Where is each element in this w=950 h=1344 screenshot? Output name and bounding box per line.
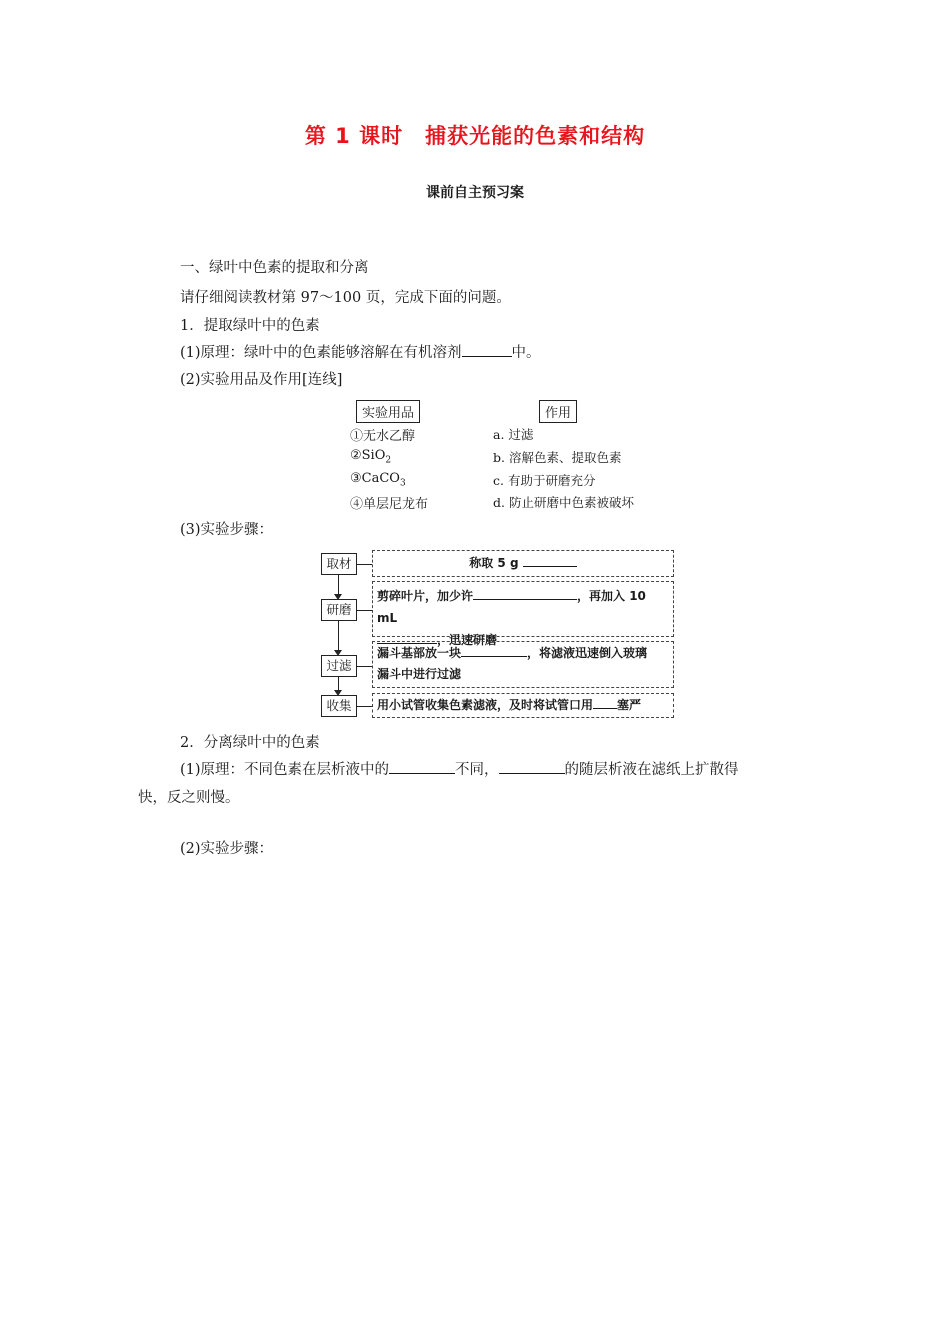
separation-principle: (1)原理：不同色素在层析液中的 不同， 的随层析液在滤纸上扩散得 — [180, 758, 739, 779]
material-item[interactable]: ④单层尼龙布 — [350, 497, 429, 512]
fill-blank[interactable] — [499, 759, 565, 774]
instruction-text: 请仔细阅读教材第 97～100 页，完成下面的问题。 — [180, 290, 511, 306]
connector-line — [356, 666, 372, 667]
connector-line — [356, 706, 372, 707]
fill-blank[interactable] — [593, 694, 617, 709]
separation-principle-cont: 快，反之则慢。 — [138, 790, 240, 806]
sep-steps-heading: (2)实验步骤： — [180, 841, 274, 857]
page-subtitle: 课前自主预习案 — [426, 185, 524, 201]
step-label-shouji: 收集 — [321, 695, 357, 717]
function-item[interactable]: b. 溶解色素、提取色素 — [493, 450, 622, 465]
extraction-principle — [180, 341, 541, 362]
connector-line — [356, 610, 372, 611]
function-item[interactable]: d. 防止研磨中色素被破坏 — [493, 495, 634, 510]
step-label-quchai: 取材 — [321, 553, 357, 575]
material-item[interactable]: ③CaCO$_3$ — [350, 471, 406, 489]
material-item[interactable]: ②SiO$_2$ — [350, 448, 392, 466]
function-item[interactable]: c. 有助于研磨充分 — [493, 473, 596, 488]
step-detail-yanmo: 剪碎叶片，加少许 ，再加入 10 mL ，迅速研磨 — [372, 581, 674, 637]
fill-blank[interactable] — [523, 552, 577, 567]
fill-blank[interactable] — [389, 759, 455, 774]
section-heading: 一、绿叶中色素的提取和分离 — [180, 260, 369, 276]
steps-heading: (3)实验步骤： — [180, 522, 274, 538]
step-detail-guolv: 漏斗基部放一块 ，将滤液迅速倒入玻璃 漏斗中进行过滤 — [372, 641, 674, 688]
step-label-guolv: 过滤 — [321, 655, 357, 677]
item2-heading: 2．分离绿叶中的色素 — [180, 735, 320, 751]
materials-column-header: 实验用品 — [356, 400, 420, 423]
principle-text-b: 中。 — [511, 345, 541, 361]
step-label-yanmo: 研磨 — [321, 599, 357, 621]
fill-blank[interactable] — [462, 342, 512, 357]
page-title: 第 1 课时 捕获光能的色素和结构 — [304, 124, 646, 148]
materials-heading: (2)实验用品及作用[连线] — [180, 372, 343, 388]
step-detail-quchai: 称取 5 g — [372, 550, 674, 577]
flow-connector — [338, 621, 339, 653]
connector-line — [356, 564, 372, 565]
step-detail-shouji: 用小试管收集色素滤液，及时将试管口用 塞严 — [372, 693, 674, 718]
material-item[interactable]: ①无水乙醇 — [350, 429, 416, 444]
function-column-header: 作用 — [539, 400, 577, 423]
item1-heading: 1．提取绿叶中的色素 — [180, 318, 320, 334]
function-item[interactable]: a. 过滤 — [493, 427, 534, 442]
principle-text-a: (1)原理：绿叶中的色素能够溶解在有机溶剂 — [180, 345, 462, 361]
fill-blank[interactable] — [461, 642, 527, 657]
fill-blank[interactable] — [473, 585, 577, 600]
